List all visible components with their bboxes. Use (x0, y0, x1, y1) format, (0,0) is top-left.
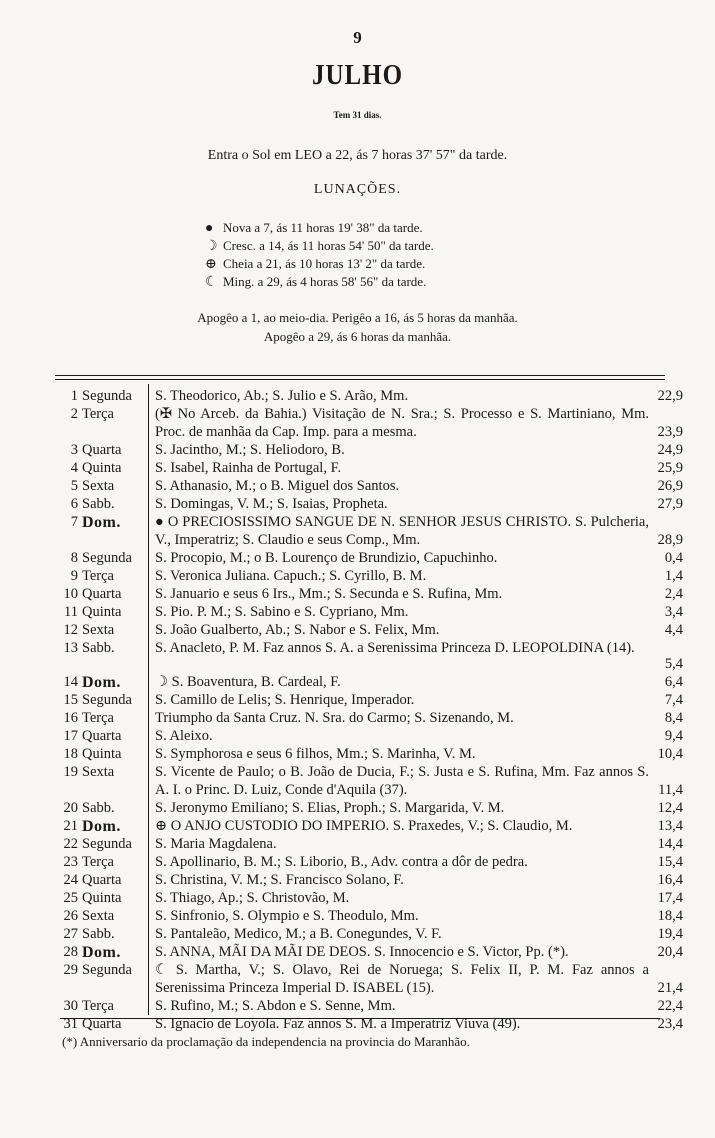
weekday: Quarta (82, 586, 122, 602)
table-row (55, 674, 683, 692)
lunar-value: 20,4 (657, 944, 683, 960)
weekday: Segunda (82, 836, 132, 852)
feast-text: ☽ S. Boaventura, B. Cardeal, F. (155, 674, 341, 690)
table-row (55, 800, 683, 818)
weekday: Quinta (82, 746, 122, 762)
day-number: 15 (63, 692, 78, 708)
feast-text: S. Vicente de Paulo; o B. João de Ducia, F.; S. Justa e S. Rufina, Mm. Faz annos S. A. I. o Princ. D. Luiz, Conde d'Aquila (37). (155, 764, 649, 798)
lunar-value: 17,4 (657, 890, 683, 906)
apogee-line-1: Apogêo a 1, ao meio-dia. Perigêo a 16, ás 5 horas da manhãa. (197, 310, 518, 325)
day-number: 7 (70, 514, 78, 530)
day-number: 20 (63, 800, 78, 816)
day-number: 8 (70, 550, 78, 566)
day-number: 22 (63, 836, 78, 852)
day-number: 13 (63, 640, 78, 656)
table-bottom-rule (60, 1018, 660, 1019)
day-number: 5 (70, 478, 78, 494)
lunar-value: 24,9 (657, 442, 683, 458)
feast-text: ● O PRECIOSISSIMO SANGUE DE N. SENHOR JESUS CHRISTO. S. Pulcheria, V., Imperatriz; S. Claudio e seus Comp., Mm. (155, 514, 649, 548)
feast-text: S. Anacleto, P. M. Faz annos S. A. a Serenissima Princeza D. LEOPOLDINA (14). (155, 640, 635, 656)
days-count: Tem 31 dias. (333, 110, 382, 120)
table-row (55, 496, 683, 514)
feast-text: S. João Gualberto, Ab.; S. Nabor e S. Felix, Mm. (155, 622, 440, 638)
lunar-value: 3,4 (664, 604, 683, 620)
weekday: Quarta (82, 442, 122, 458)
lunar-value: 8,4 (664, 710, 683, 726)
weekday: Segunda (82, 388, 132, 404)
table-row (55, 568, 683, 586)
table-row (55, 728, 683, 746)
table-row (55, 406, 683, 442)
lunar-value: 4,4 (664, 622, 683, 638)
phase-text: Nova a 7, ás 11 horas 19' 38" da tarde. (223, 220, 423, 235)
lunar-value: 27,9 (657, 496, 683, 512)
phase-text: Cresc. a 14, ás 11 horas 54' 50" da tarde. (223, 238, 434, 253)
feast-text: S. Januario e seus 6 Irs., Mm.; S. Secunda e S. Rufina, Mm. (155, 586, 503, 602)
phase-first-quarter (205, 238, 434, 255)
feast-text: S. Rufino, M.; S. Abdon e S. Senne, Mm. (155, 998, 396, 1014)
table-row (55, 890, 683, 908)
day-number: 16 (63, 710, 78, 726)
table-row (55, 550, 683, 568)
feast-text: S. Pantaleão, Medico, M.; a B. Conegundes, V. F. (155, 926, 442, 942)
table-row (55, 854, 683, 872)
weekday: Sabb. (82, 496, 115, 512)
table-row (55, 388, 683, 406)
lunar-value: 7,4 (664, 692, 683, 708)
table-row (55, 764, 683, 800)
solar-entry: Entra o Sol em LEO a 22, ás 7 horas 37' 57" da tarde. (207, 148, 508, 163)
table-row (55, 944, 683, 962)
weekday: Terça (82, 998, 114, 1014)
day-number: 29 (63, 962, 78, 978)
lunar-value: 13,4 (657, 818, 683, 834)
feast-text: S. Thiago, Ap.; S. Christovão, M. (155, 890, 350, 906)
lunar-value: 25,9 (657, 460, 683, 476)
phase-text: Cheia a 21, ás 10 horas 13' 2" da tarde. (223, 256, 426, 271)
lunar-value: 11,4 (658, 782, 683, 798)
feast-text: Triumpho da Santa Cruz. N. Sra. do Carmo; S. Sizenando, M. (155, 710, 514, 726)
day-number: 21 (63, 818, 78, 834)
day-number: 24 (63, 872, 78, 888)
day-number: 14 (63, 674, 78, 690)
feast-text: S. Veronica Juliana. Capuch.; S. Cyrillo, B. M. (155, 568, 427, 584)
day-number: 17 (63, 728, 78, 744)
lunations-title: LUNAÇÕES. (313, 182, 402, 197)
page-number: 9 (353, 28, 362, 47)
feast-text: ☾ S. Martha, V.; S. Olavo, Rei de Noruega; S. Felix II, P. M. Faz annos a Serenissima Princeza Imperial D. ISABEL (15). (155, 962, 649, 996)
full-moon-icon: ⊕ (205, 257, 217, 272)
feast-text: S. Domingas, V. M.; S. Isaias, Propheta. (155, 496, 388, 512)
feast-text: S. ANNA, MÃI DA MÃI DE DEOS. S. Innocencio e S. Victor, Pp. (*). (155, 944, 569, 960)
last-quarter-icon: ☾ (205, 275, 218, 290)
lunar-value: 23,4 (657, 1016, 683, 1032)
feast-text: S. Sinfronio, S. Olympio e S. Theodulo, Mm. (155, 908, 419, 924)
weekday: Terça (82, 710, 114, 726)
feast-text: S. Aleixo. (155, 728, 213, 744)
table-row (55, 622, 683, 640)
phase-full-moon (205, 256, 425, 273)
lunar-value-2: 22,4 (657, 998, 683, 1014)
weekday: Quarta (82, 728, 122, 744)
feast-text: S. Apollinario, B. M.; S. Liborio, B., Adv. contra a dôr de pedra. (155, 854, 528, 870)
footnote: (*) Anniversario da proclamação da independencia na provincia do Maranhão. (62, 1034, 470, 1049)
table-top-rule (55, 375, 665, 376)
table-row (55, 872, 683, 890)
lunar-value: 6,4 (664, 674, 683, 690)
table-row (55, 998, 665, 1016)
day-number: 2 (70, 406, 78, 422)
feast-text: S. Isabel, Rainha de Portugal, F. (155, 460, 342, 476)
feast-text: S. Pio. P. M.; S. Sabino e S. Cypriano, Mm. (155, 604, 409, 620)
lunar-value: 9,4 (664, 728, 683, 744)
weekday: Quinta (82, 890, 122, 906)
lunar-value: 23,9 (657, 424, 683, 440)
phase-new-moon (205, 220, 423, 237)
table-row (55, 746, 683, 764)
feast-text: ⊕ O ANJO CUSTODIO DO IMPERIO. S. Praxedes, V.; S. Claudio, M. (155, 818, 573, 834)
table-row (55, 442, 683, 460)
table-row (55, 514, 683, 550)
weekday: Sabb. (82, 640, 115, 656)
lunar-value: 26,9 (657, 478, 683, 494)
day-number: 4 (70, 460, 78, 476)
first-quarter-icon: ☽ (205, 239, 218, 254)
day-number: 3 (70, 442, 78, 458)
weekday: Sexta (82, 622, 115, 638)
month-title: JULHO (311, 59, 404, 91)
weekday: Terça (82, 406, 114, 422)
table-row (55, 908, 683, 926)
table-row (55, 926, 683, 944)
weekday: Sexta (82, 764, 115, 780)
day-number: 11 (64, 604, 78, 620)
feast-text: S. Theodorico, Ab.; S. Julio e S. Arão, Mm. (155, 388, 409, 404)
lunar-value: 14,4 (657, 836, 683, 852)
weekday: Terça (82, 854, 114, 870)
lunar-value: 10,4 (657, 746, 683, 762)
day-number: 10 (63, 586, 78, 602)
feast-text: S. Ignacio de Loyola. Faz annos S. M. a Imperatriz Viuva (49). (155, 1016, 521, 1032)
lunar-value: 16,4 (657, 872, 683, 888)
weekday: Quarta (82, 1016, 122, 1032)
day-number: 25 (63, 890, 78, 906)
lunar-value: 5,4 (664, 656, 683, 672)
feast-text: S. Athanasio, M.; o B. Miguel dos Santos. (155, 478, 400, 494)
day-number: 23 (63, 854, 78, 870)
new-moon-icon: ● (205, 221, 214, 236)
table-row (55, 460, 683, 478)
weekday: Segunda (82, 962, 132, 978)
feast-text: S. Christina, V. M.; S. Francisco Solano, F. (155, 872, 404, 888)
day-number: 30 (63, 998, 78, 1014)
feast-text: (✠ No Arceb. da Bahia.) Visitação de N. Sra.; S. Processo e S. Martiniano, Mm. Proc. de manhãa da Cap. Imp. para a mesma. (155, 406, 649, 440)
lunar-value: 12,4 (657, 800, 683, 816)
day-number: 18 (63, 746, 78, 762)
table-row (55, 710, 683, 728)
table-row (55, 836, 683, 854)
table-top-rule-2 (55, 379, 665, 380)
feast-text: S. Symphorosa e seus 6 filhos, Mm.; S. Marinha, V. M. (155, 746, 476, 762)
weekday: Quinta (82, 604, 122, 620)
feast-text: S. Procopio, M.; o B. Lourenço de Brundizio, Capuchinho. (155, 550, 498, 566)
phase-last-quarter (205, 274, 426, 291)
weekday: Sexta (82, 478, 115, 494)
lunar-value: 21,4 (657, 980, 683, 996)
day-number: 6 (70, 496, 78, 512)
lunar-value: 18,4 (657, 908, 683, 924)
table-row (55, 692, 683, 710)
table-row (55, 586, 683, 604)
day-number: 26 (63, 908, 78, 924)
day-number: 31 (63, 1016, 78, 1032)
weekday: Segunda (82, 550, 132, 566)
weekday: Sabb. (82, 926, 115, 942)
weekday: Quarta (82, 872, 122, 888)
feast-text: S. Jeronymo Emiliano; S. Elias, Proph.; S. Margarida, V. M. (155, 800, 505, 816)
lunar-value: 2,4 (664, 586, 683, 602)
apogee-line-2: Apogêo a 29, ás 6 horas da manhãa. (263, 329, 452, 344)
day-number: 1 (70, 388, 78, 404)
weekday: Sexta (82, 908, 115, 924)
day-number: 28 (63, 944, 78, 960)
lunar-value: 22,9 (657, 388, 683, 404)
lunar-value: 28,9 (657, 532, 683, 548)
table-row (55, 604, 683, 622)
day-number: 19 (63, 764, 78, 780)
weekday: Dom. (82, 514, 121, 531)
lunar-value: 15,4 (657, 854, 683, 870)
weekday: Dom. (82, 944, 121, 961)
phase-text: Ming. a 29, ás 4 horas 58' 56" da tarde. (223, 274, 427, 289)
table-row (55, 640, 683, 674)
weekday: Terça (82, 568, 114, 584)
table-row (55, 478, 683, 496)
lunar-value: 1,4 (664, 568, 683, 584)
lunar-value: 0,4 (664, 550, 683, 566)
weekday: Dom. (82, 674, 121, 691)
day-number: 12 (63, 622, 78, 638)
table-row (55, 818, 683, 836)
feast-text: S. Jacintho, M.; S. Heliodoro, B. (155, 442, 345, 458)
feast-text: S. Camillo de Lelis; S. Henrique, Imperador. (155, 692, 415, 708)
feast-text: S. Maria Magdalena. (155, 836, 277, 852)
day-number: 9 (70, 568, 78, 584)
weekday: Quinta (82, 460, 122, 476)
weekday: Dom. (82, 818, 121, 835)
lunar-value: 19,4 (657, 926, 683, 942)
day-number: 27 (63, 926, 78, 942)
weekday: Sabb. (82, 800, 115, 816)
weekday: Segunda (82, 692, 132, 708)
